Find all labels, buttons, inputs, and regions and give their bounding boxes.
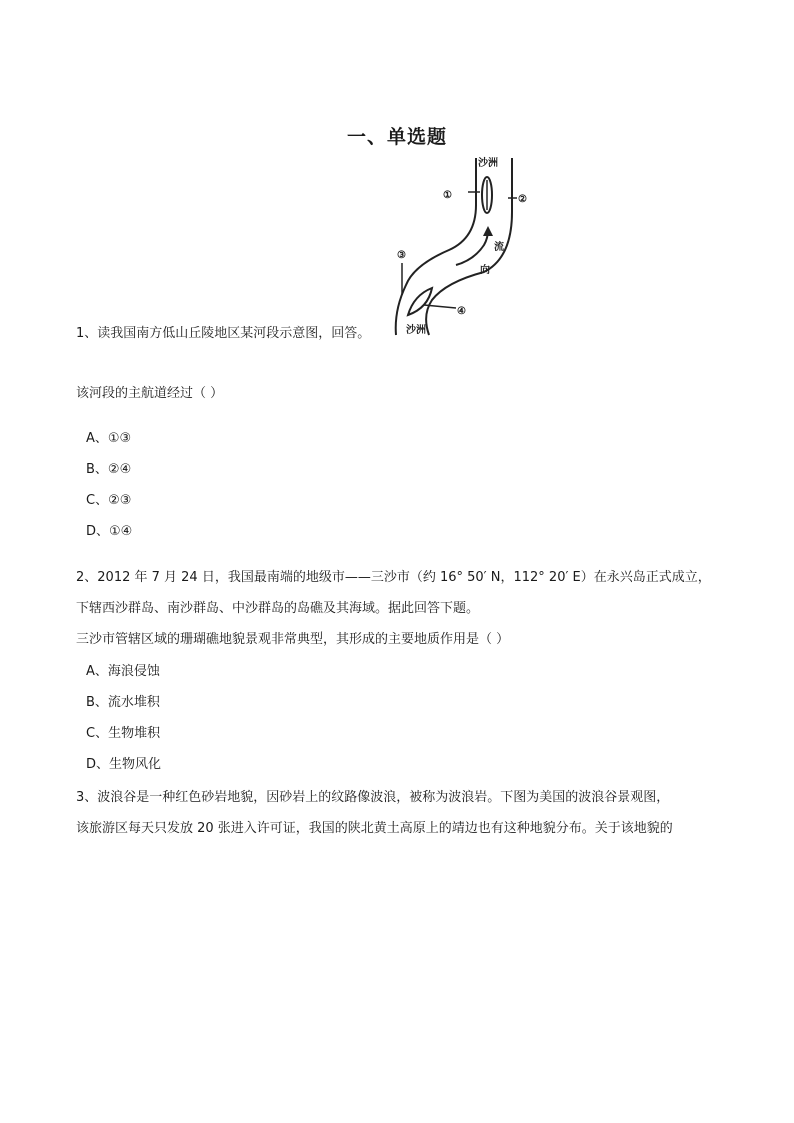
q2-subquestion: 三沙市管辖区域的珊瑚礁地貌景观非常典型，其形成的主要地质作用是（ ） bbox=[76, 632, 510, 647]
q1-stem: 1、读我国南方低山丘陵地区某河段示意图，回答。 bbox=[76, 326, 371, 341]
section-title: 一、单选题 bbox=[346, 126, 447, 148]
flow-label-1: 流 bbox=[494, 242, 504, 253]
q2-stem-line2: 下辖西沙群岛、南沙群岛、中沙群岛的岛礁及其海域。据此回答下题。 bbox=[76, 601, 480, 616]
marker-2: ② bbox=[518, 194, 527, 205]
q2-stem-line1: 2、2012 年 7 月 24 日，我国最南端的地级市——三沙市（约 16° 50′ N，112° 20′ E）在永兴岛正式成立， bbox=[76, 570, 711, 585]
q1-option-c[interactable]: C、②③ bbox=[86, 493, 132, 508]
sandbar-top-label: 沙洲 bbox=[478, 158, 498, 169]
flow-label-2: 向 bbox=[480, 265, 490, 276]
q1-option-a[interactable]: A、①③ bbox=[86, 431, 132, 446]
bottom-sandbar bbox=[408, 288, 432, 315]
river-diagram bbox=[384, 150, 534, 340]
marker-1: ① bbox=[443, 190, 452, 201]
flow-arrowhead bbox=[483, 226, 493, 236]
q2-option-a[interactable]: A、海浪侵蚀 bbox=[86, 664, 160, 679]
q1-option-b[interactable]: B、②④ bbox=[86, 462, 132, 477]
marker-3: ③ bbox=[397, 250, 406, 261]
marker-4: ④ bbox=[457, 306, 466, 317]
river-diagram-svg bbox=[384, 150, 534, 340]
q2-option-b[interactable]: B、流水堆积 bbox=[86, 695, 160, 710]
q3-stem-line2: 该旅游区每天只发放 20 张进入许可证，我国的陕北黄土高原上的靖边也有这种地貌分布。关于该地貌的 bbox=[76, 821, 673, 836]
flow-arrow bbox=[456, 230, 488, 265]
q1-subquestion: 该河段的主航道经过（ ） bbox=[76, 386, 224, 401]
sandbar-bottom-label: 沙洲 bbox=[406, 325, 426, 336]
q3-stem-line1: 3、波浪谷是一种红色砂岩地貌，因砂岩上的纹路像波浪，被称为波浪岩。下图为美国的波浪谷景观图， bbox=[76, 790, 670, 805]
q1-option-d[interactable]: D、①④ bbox=[86, 524, 133, 539]
q2-option-c[interactable]: C、生物堆积 bbox=[86, 726, 161, 741]
q2-option-d[interactable]: D、生物风化 bbox=[86, 757, 162, 772]
